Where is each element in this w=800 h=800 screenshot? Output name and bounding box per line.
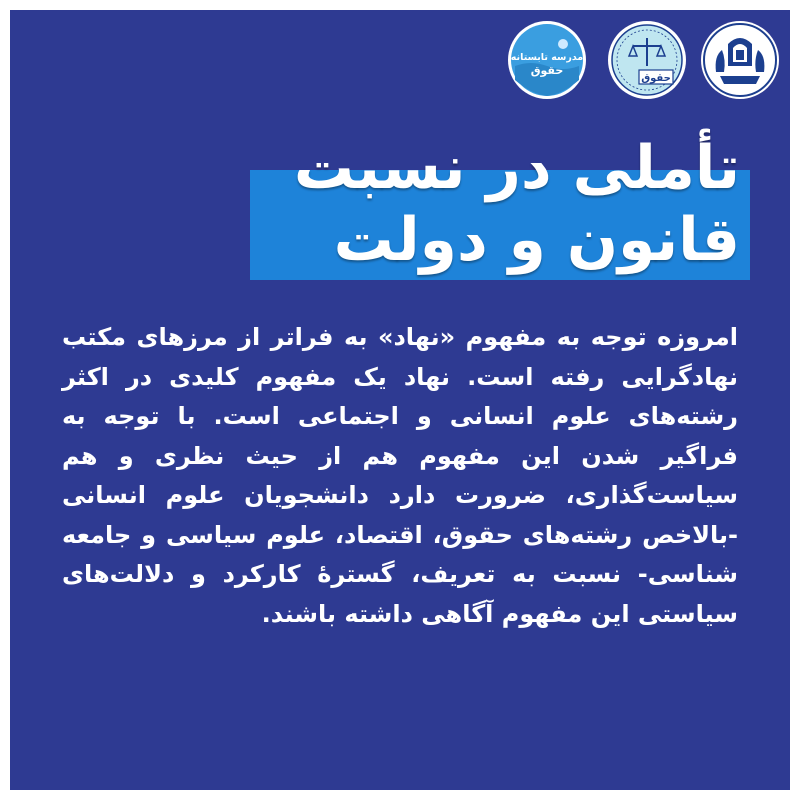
svg-text:حقوق: حقوق: [641, 73, 671, 84]
law-faculty-logo-graphic: [607, 20, 687, 100]
title-line-2: قانون و دولت: [333, 205, 740, 275]
svg-text:مدرسه تابستانه: مدرسه تابستانه: [510, 52, 584, 63]
summer-school-logo-graphic: [507, 20, 587, 100]
title-line-1: تأملی در نسبت: [293, 133, 740, 203]
page-title: [140, 132, 740, 276]
body-paragraph: امروزه توجه به مفهوم «نهاد» به فراتر از مرزهای مکتب نهادگرایی رفته است. نهاد یک مفهوم کلیدی در اکثر رشته‌های علوم انسانی و اجتماعی است. با توجه به فراگیر شدن این مفهوم هم از حیث نظری و هم سیاست‌گذاری، ضرورت دارد دانشجویان علوم انسانی -بالاخص رشته‌های حقوق، اقتصاد، علوم سیاسی و جامعه شناسی- نسبت به تعریف، گسترهٔ کارکرد و دلالت‌های سیاستی این مفهوم آگاهی داشته باشند.: [62, 323, 738, 628]
svg-text:حقوق: حقوق: [530, 64, 564, 77]
law-faculty-logo: [607, 20, 687, 100]
summer-school-law-logo: [507, 20, 587, 100]
university-emblem-logo: [700, 20, 780, 100]
university-emblem-graphic: [700, 20, 780, 100]
